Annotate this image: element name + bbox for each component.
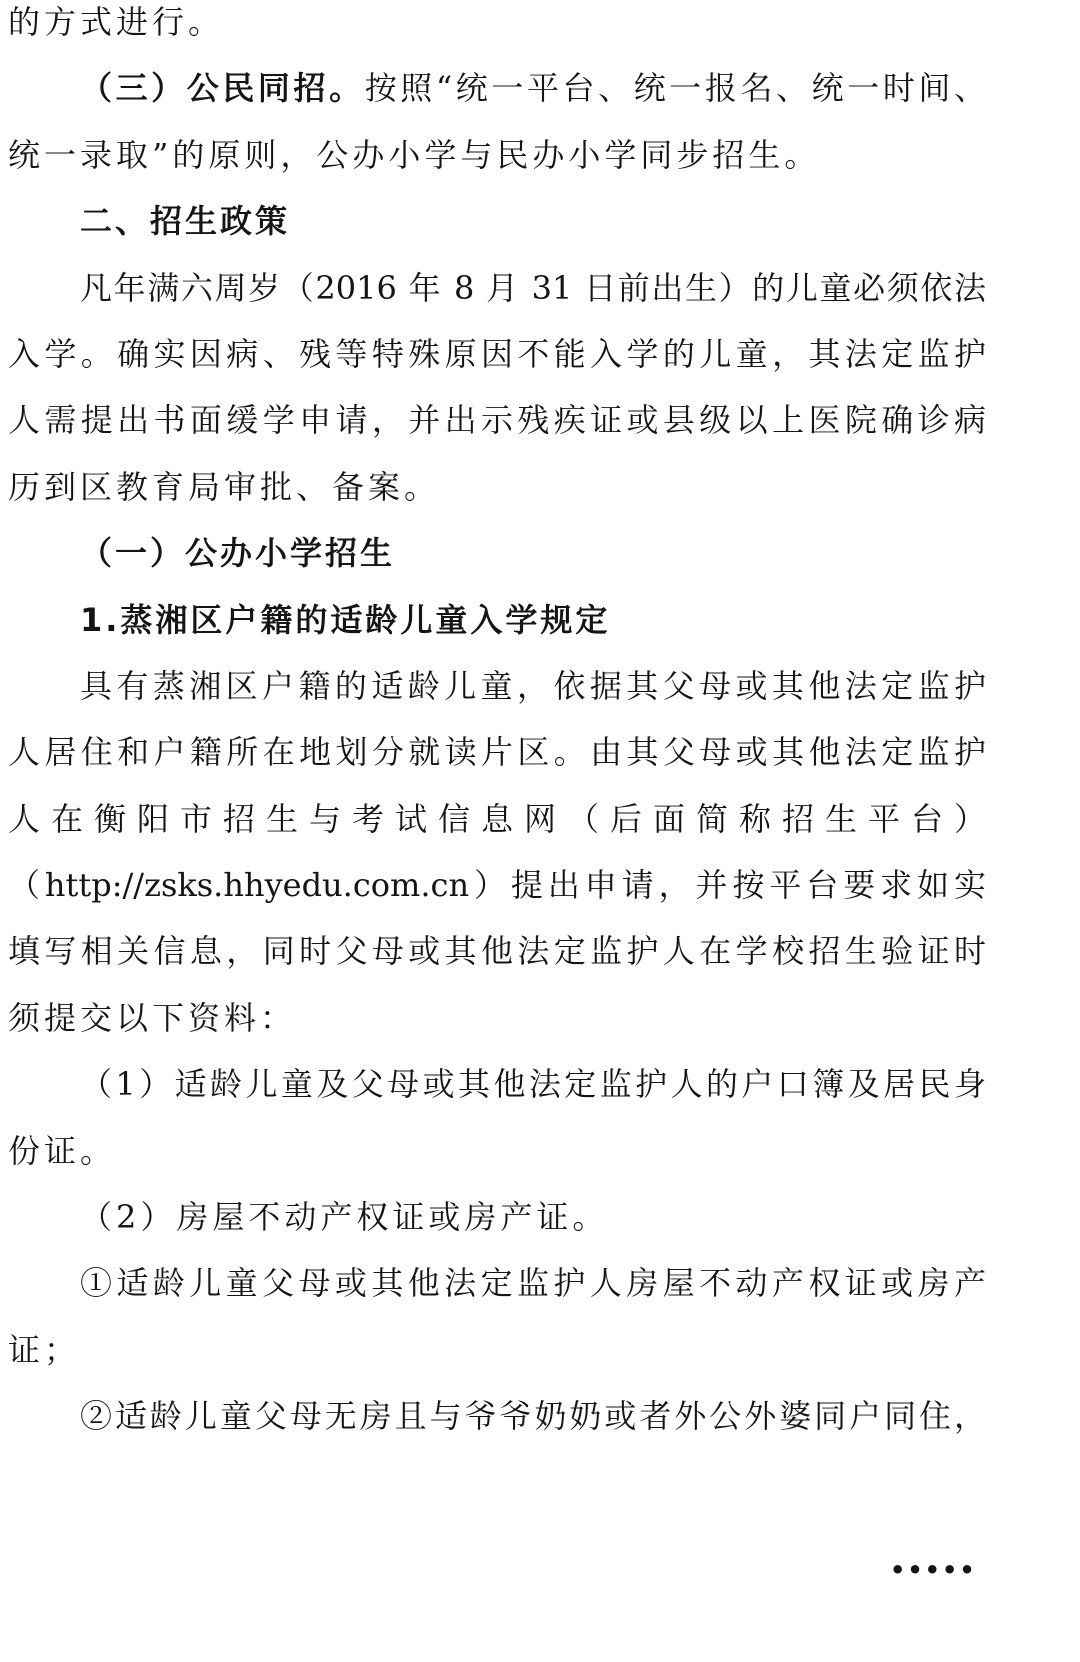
sub-item-line: 证； [8,1330,81,1369]
paragraph-line-with-url: （http://zsks.hhyedu.com.cn）提出申请，并按平台要求如实 [8,866,986,905]
subsection-heading: （一）公办小学招生 [80,534,396,573]
item-three-first-line [8,55,986,121]
list-item-2 [8,1184,986,1450]
sub-item-2 [8,1383,986,1449]
list-item-line: （1）适龄儿童及父母或其他法定监护人的户口簿及居民身 [80,1065,986,1104]
paragraph-line: 填写相关信息，同时父母或其他法定监护人在学校招生验证时 [8,932,986,971]
paragraph-line: 须提交以下资料： [8,998,297,1037]
item-three-text: 按照“统一平台、统一报名、统一时间、 [364,69,986,108]
item-three-line: 统一录取”的原则，公办小学与民办小学同步招生。 [8,135,821,174]
rule-heading: 1.蒸湘区户籍的适龄儿童入学规定 [80,600,611,639]
paragraph-line: 历到区教育局审批、备案。 [8,467,441,506]
continuation-marker: ••••• [890,1556,977,1584]
sub-item-line: ①适龄儿童父母或其他法定监护人房屋不动产权证或房产 [80,1264,986,1303]
paragraph-line: 人居住和户籍所在地划分就读片区。由其父母或其他法定监护 [8,733,986,772]
paragraph-line: 人需提出书面缓学申请，并出示残疾证或县级以上医院确诊病 [8,401,986,440]
section-heading: 二、招生政策 [80,202,291,241]
document-body [8,0,986,1450]
paragraph-line: 具有蒸湘区户籍的适龄儿童，依据其父母或其他法定监护 [80,666,986,705]
carryover-line: 的方式进行。 [8,3,225,41]
rule-body-paragraph [8,653,986,1051]
paragraph-line: 入学。确实因病、残等特殊原因不能入学的儿童，其法定监护 [8,334,986,373]
sub-item-1 [8,1250,986,1383]
item-three-label: （三）公民同招。 [80,69,365,108]
intro-paragraph [8,255,986,521]
paragraph-line: 人在衡阳市招生与考试信息网（后面简称招生平台） [8,799,986,838]
paragraph-line: 凡年满六周岁（2016 年 8 月 31 日前出生）的儿童必须依法 [80,268,986,307]
list-item-line: 份证。 [8,1131,117,1170]
list-item-1 [8,1051,986,1184]
list-item-line: （2）房屋不动产权证或房产证。 [80,1198,609,1237]
item-three-paragraph [8,55,986,188]
sub-item-line: ②适龄儿童父母无房且与爷爷奶奶或者外公外婆同户同住， [80,1397,986,1436]
